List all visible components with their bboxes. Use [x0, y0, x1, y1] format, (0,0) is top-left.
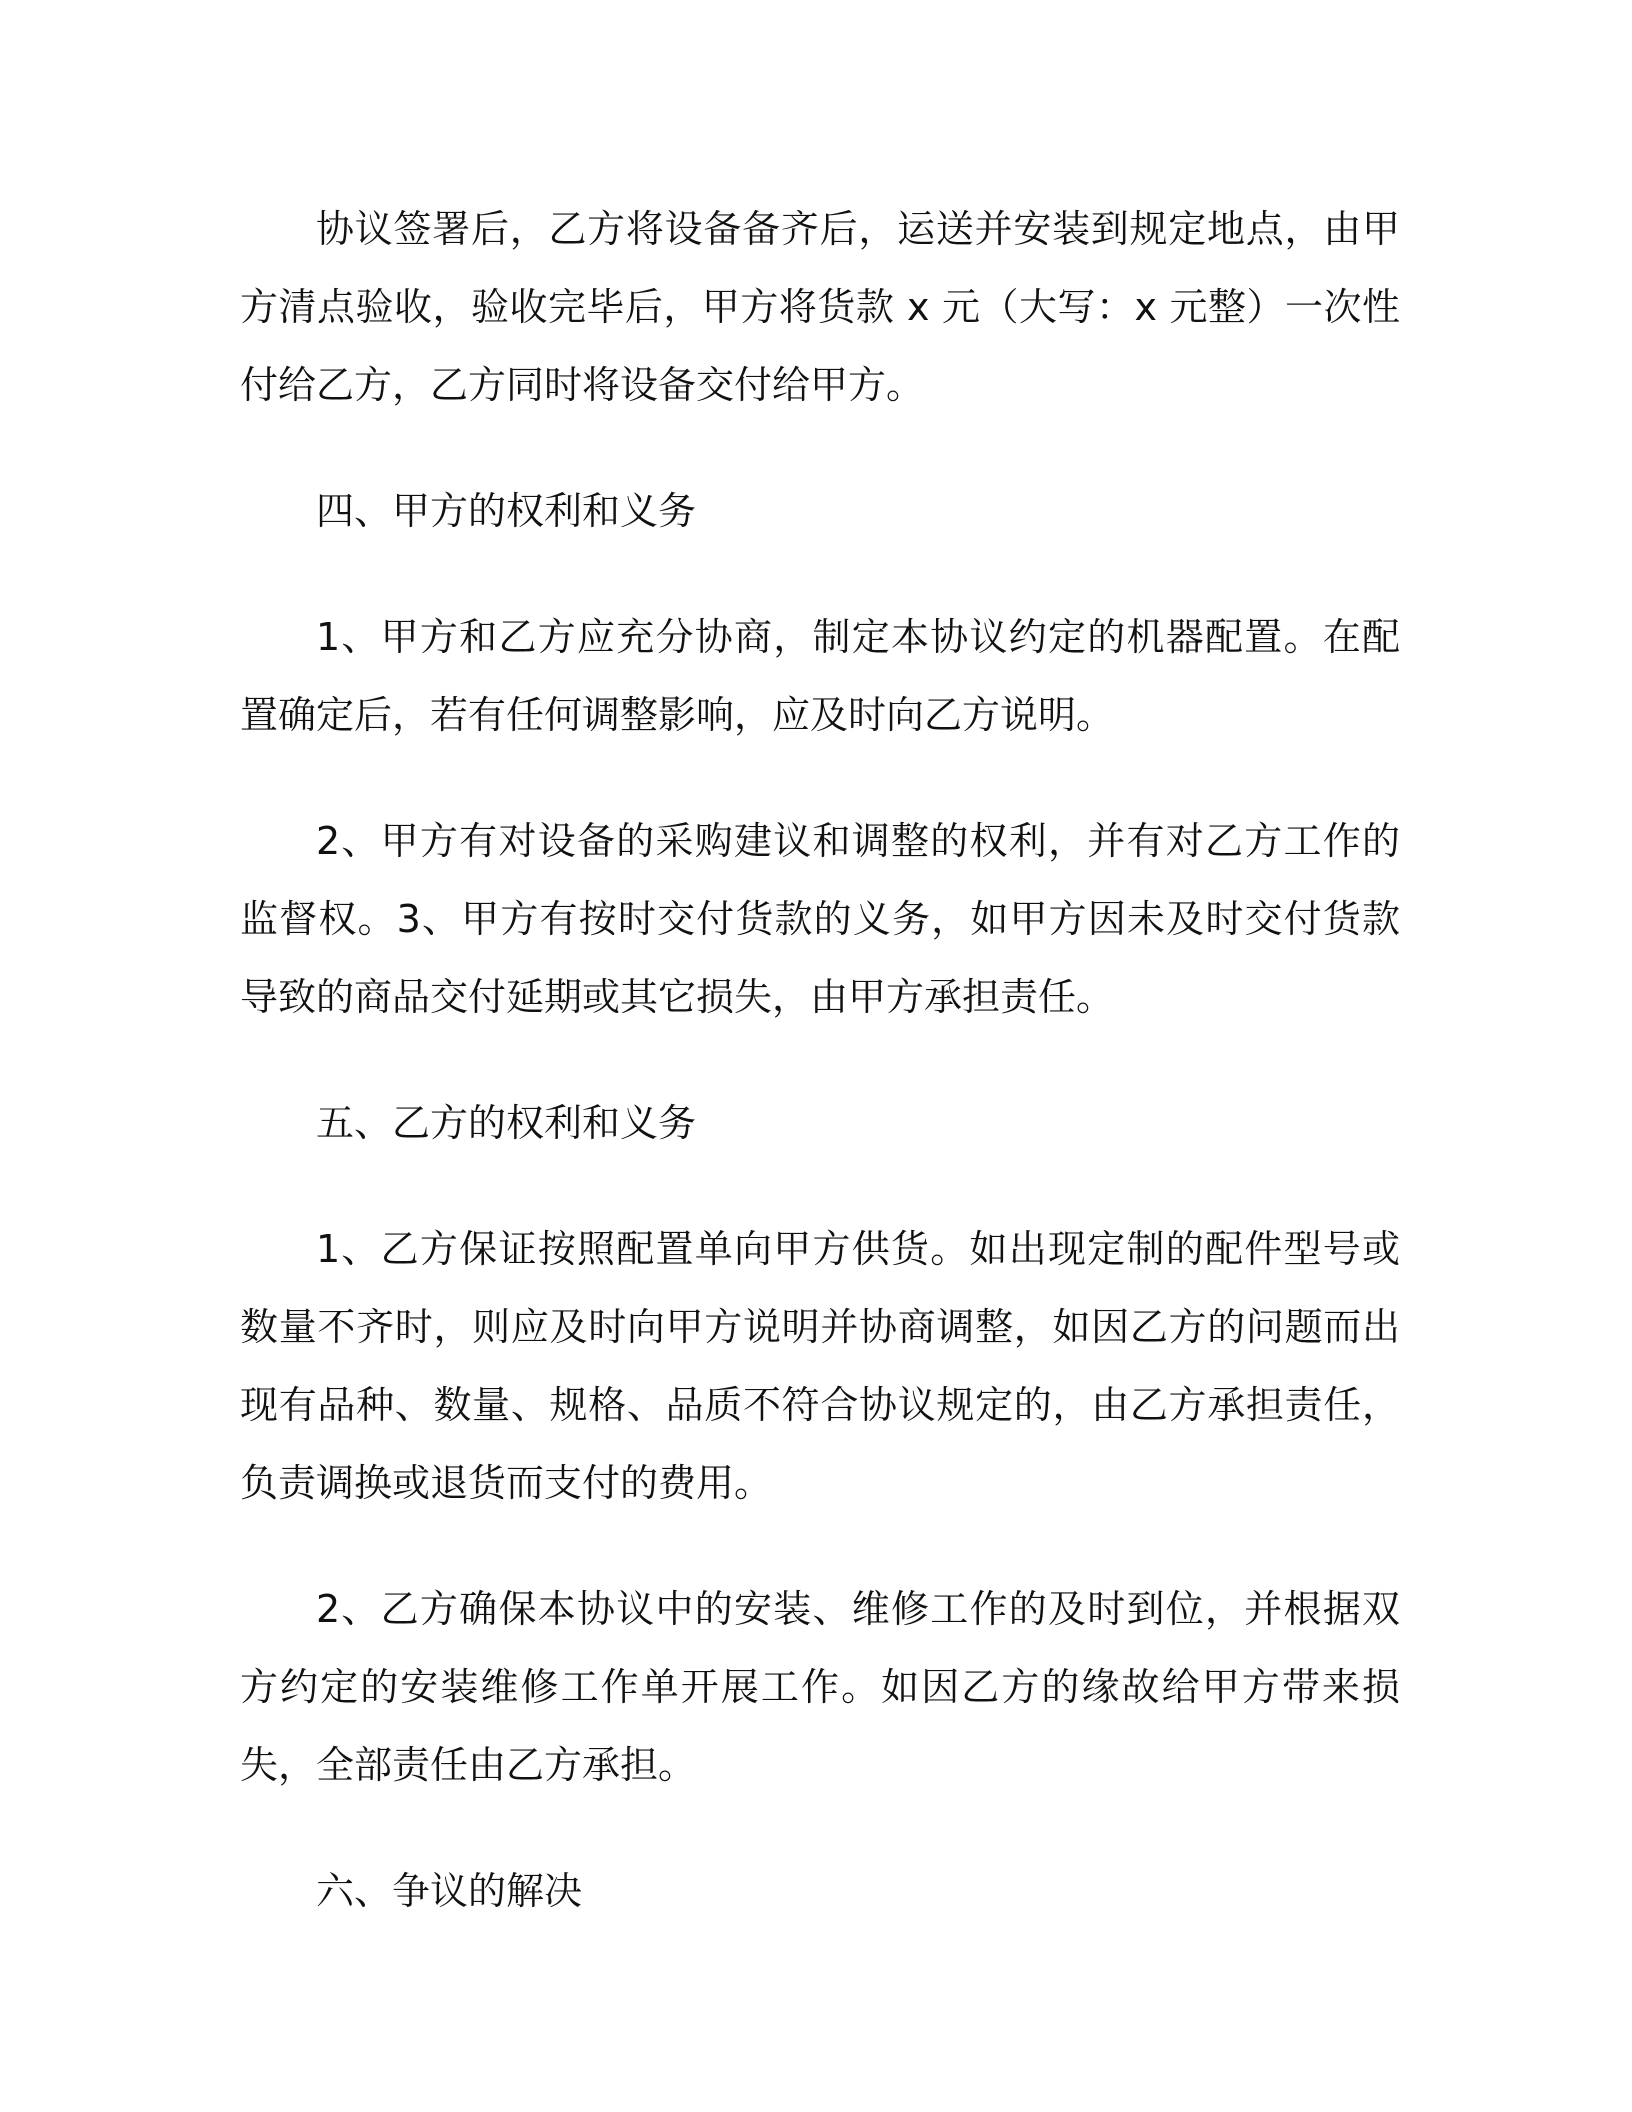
paragraph-party-b-2: 2、乙方确保本协议中的安装、维修工作的及时到位，并根据双方约定的安装维修工作单开展工作。如因乙方的缘故给甲方带来损失，全部责任由乙方承担。: [240, 1587, 1400, 1787]
paragraph-party-a-1: 1、甲方和乙方应充分协商，制定本协议约定的机器配置。在配置确定后，若有任何调整影响，应及时向乙方说明。: [240, 615, 1400, 737]
section-heading-party-b: 五、乙方的权利和义务: [316, 1101, 697, 1145]
paragraph-party-a-2-3: 2、甲方有对设备的采购建议和调整的权利，并有对乙方工作的监督权。3、甲方有按时交付货款的义务，如甲方因未及时交付货款导致的商品交付延期或其它损失，由甲方承担责任。: [240, 819, 1400, 1019]
paragraph-party-b-1: 1、乙方保证按照配置单向甲方供货。如出现定制的配件型号或数量不齐时，则应及时向甲方说明并协商调整，如因乙方的问题而出现有品种、数量、规格、品质不符合协议规定的，由乙方承担责任，负责调换或退货而支付的费用。: [240, 1227, 1400, 1505]
section-heading-dispute: 六、争议的解决: [316, 1869, 583, 1913]
section-heading-party-a: 四、甲方的权利和义务: [316, 489, 697, 533]
paragraph-delivery: 协议签署后，乙方将设备备齐后，运送并安装到规定地点，由甲方清点验收，验收完毕后，甲方将货款 x 元（大写：x 元整）一次性付给乙方，乙方同时将设备交付给甲方。: [240, 207, 1400, 407]
document-page: [240, 190, 1400, 1978]
